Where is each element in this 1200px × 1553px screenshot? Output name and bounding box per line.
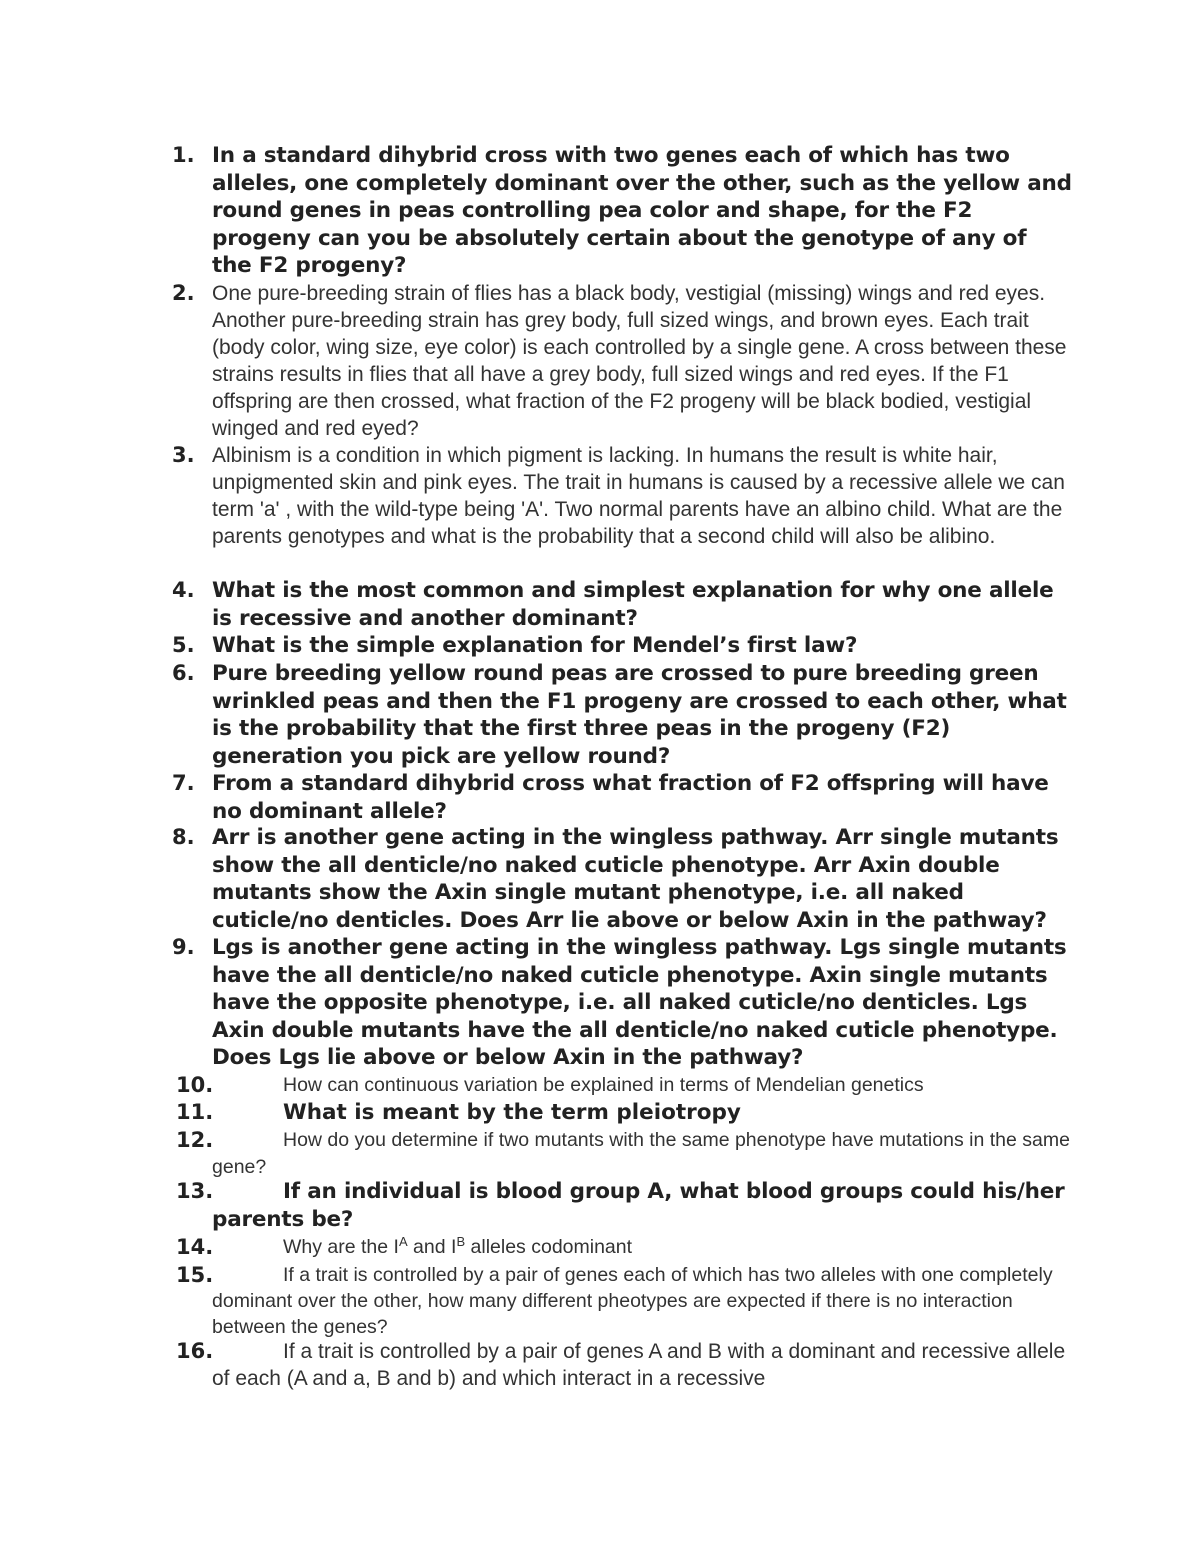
question-4 [172, 577, 1072, 632]
question-number: 4. [172, 578, 195, 602]
question-number: 8. [172, 825, 195, 849]
question-number: 11. [176, 1100, 214, 1124]
question-16 [176, 1338, 1072, 1392]
allele-superscript-a: A [398, 1234, 408, 1249]
question-text: If an individual is blood group A, what blood groups could his/her parents be? [212, 1179, 1065, 1232]
question-number: 5. [172, 633, 195, 657]
allele-superscript-b: B [456, 1234, 466, 1249]
question-2 [172, 280, 1072, 442]
question-14 [176, 1234, 1072, 1261]
question-text-part: Why are the I [283, 1236, 399, 1258]
question-text: How do you determine if two mutants with the same phenotype have mutations in the same gene? [212, 1129, 1070, 1178]
question-number: 3. [172, 443, 195, 467]
question-6 [172, 660, 1072, 770]
question-text: In a standard dihybrid cross with two genes each of which has two alleles, one completely dominant over the other, such as the yellow and round genes in peas controlling pea color and shape, for the F2 progeny can you be absolutely certain about the genotype of any of the F2 progeny? [212, 143, 1072, 278]
question-number: 14. [176, 1235, 214, 1259]
question-number: 7. [172, 771, 195, 795]
question-3 [172, 442, 1072, 550]
question-number: 15. [176, 1263, 214, 1287]
question-text: How can continuous variation be explained in terms of Mendelian genetics [283, 1074, 924, 1096]
question-number: 10. [176, 1073, 214, 1097]
question-text: From a standard dihybrid cross what fraction of F2 offspring will have no dominant allele? [212, 771, 1049, 824]
question-text: If a trait is controlled by a pair of genes A and B with a dominant and recessive allele of each (A and a, B and b) and which interact in a recessive [212, 1340, 1066, 1390]
question-text: What is the simple explanation for Mendel’s first law? [212, 633, 858, 658]
question-text: Pure breeding yellow round peas are crossed to pure breeding green wrinkled peas and then the F1 progeny are crossed to each other, what is the probability that the first three peas in the progeny (F2) generation you pick are yellow round? [212, 661, 1067, 769]
question-13 [176, 1178, 1072, 1233]
question-text: Arr is another gene acting in the wingless pathway. Arr single mutants show the all denticle/no naked cuticle phenotype. Arr Axin double mutants show the Axin single mutant phenotype, i.e. all naked cuticle/no denticles. Does Arr lie above or below Axin in the pathway? [212, 825, 1059, 933]
question-text: One pure-breeding strain of flies has a black body, vestigial (missing) wings and red eyes. Another pure-breeding strain has grey body, full sized wings, and brown eyes. Each trait (body color, wing size, eye color) is each controlled by a single gene. A cross between these strains results in flies that all have a grey body, full sized wings and red eyes. If the F1 offspring are then crossed, what fraction of the F2 progeny will be black bodied, vestigial winged and red eyed? [212, 282, 1067, 440]
question-text: Lgs is another gene acting in the wingless pathway. Lgs single mutants have the all denticle/no naked cuticle phenotype. Axin single mutants have the opposite phenotype, i.e. all naked cuticle/no denticles. Lgs Axin double mutants have the all denticle/no naked cuticle phenotype. Does Lgs lie above or below Axin in the pathway? [212, 935, 1067, 1070]
question-11 [176, 1099, 1072, 1127]
question-number: 1. [172, 143, 195, 167]
question-text: What is meant by the term pleiotropy [283, 1100, 741, 1125]
question-1 [172, 142, 1072, 280]
question-8 [172, 824, 1072, 934]
question-text [212, 1234, 1072, 1261]
question-text-part: alleles codominant [465, 1236, 633, 1258]
question-text: What is the most common and simplest explanation for why one allele is recessive and another dominant? [212, 578, 1054, 631]
question-text-part: and I [407, 1236, 457, 1258]
question-text: Albinism is a condition in which pigment is lacking. In humans the result is white hair, unpigmented skin and pink eyes. The trait in humans is caused by a recessive allele we can term 'a' , with the wild-type being 'A'. Two normal parents have an albino child. What are the parents genotypes and what is the probability that a second child will also be alibino. [212, 444, 1065, 548]
question-10 [176, 1072, 1072, 1099]
question-15 [176, 1262, 1072, 1340]
question-number: 9. [172, 935, 195, 959]
question-number: 13. [176, 1179, 214, 1203]
question-text: If a trait is controlled by a pair of genes each of which has two alleles with one completely dominant over the other, how many different pheotypes are expected if there is no interaction between the genes? [212, 1264, 1053, 1338]
question-number: 6. [172, 661, 195, 685]
question-7 [172, 770, 1072, 825]
question-number: 16. [176, 1339, 214, 1363]
question-5 [172, 632, 1072, 660]
question-number: 12. [176, 1128, 214, 1152]
question-9 [172, 934, 1072, 1072]
question-number: 2. [172, 281, 195, 305]
question-12 [176, 1127, 1072, 1181]
